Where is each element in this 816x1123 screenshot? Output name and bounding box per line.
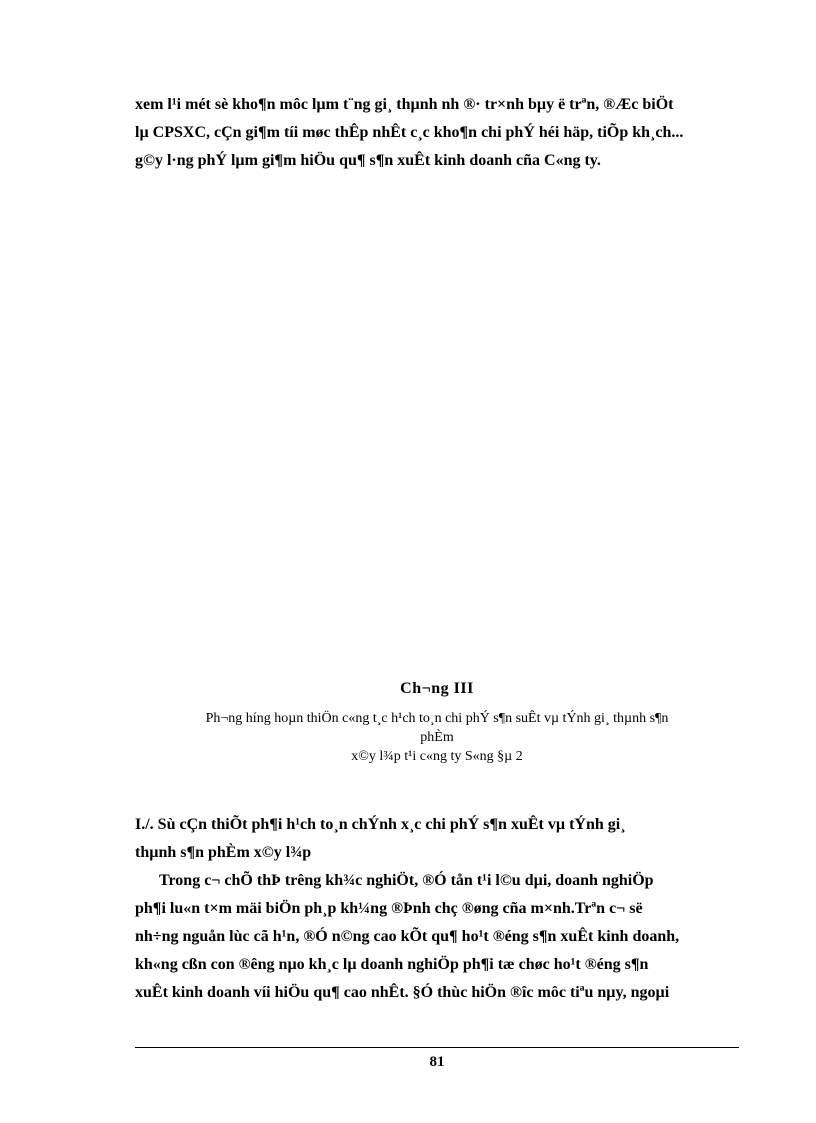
section-body-line: nh÷ng nguån lùc cã h¹n, ®Ó n©ng cao kÕt qu¶ ho¹t ®éng s¶n xuÊt kinh doanh, xyxy=(135,928,680,945)
chapter-subtitle-line: x©y l¾p t¹i c«ng ty S«ng §µ 2 xyxy=(351,749,523,764)
chapter-title: Ch¬ng III xyxy=(400,680,474,697)
chapter-subtitle xyxy=(135,709,739,766)
intro-line: g©y l·ng phÝ lµm gi¶m hiÖu qu¶ s¶n xuÊt kinh doanh cña C«ng ty. xyxy=(135,152,601,169)
intro-line: lµ CPSXC, cÇn gi¶m tíi møc thÊp nhÊt c¸c kho¶n chi phÝ héi häp, tiÕp kh¸ch... xyxy=(135,124,684,141)
intro-paragraph xyxy=(135,91,739,175)
page-number: 81 xyxy=(429,1054,445,1070)
section-one xyxy=(135,811,739,1007)
section-body-line: Trong c¬ chÕ thÞ trêng kh¾c nghiÖt, ®Ó tån t¹i l©u dµi, doanh nghiÖp xyxy=(159,872,654,889)
section-body-line: kh«ng cßn con ®êng nµo kh¸c lµ doanh nghiÖp ph¶i tæ chøc ho¹t ®éng s¶n xyxy=(135,956,649,973)
intro-line: xem l¹i mét sè kho¶n môc lµm t¨ng gi¸ thµnh nh ®· tr×nh bµy ë trªn, ®Æc biÖt xyxy=(135,96,674,113)
chapter-subtitle-line: phÈm xyxy=(420,730,454,745)
section-body-line: ph¶i lu«n t×m mäi biÖn ph¸p kh¼ng ®Þnh chç ®øng cña m×nh.Trªn c¬ së xyxy=(135,900,643,917)
section-body-line: xuÊt kinh doanh víi hiÖu qu¶ cao nhÊt. §Ó thùc hiÖn ®îc môc tiªu nµy, ngoµi xyxy=(135,984,670,1001)
section-heading-line: thµnh s¶n phÈm x©y l¾p xyxy=(135,844,312,861)
footer-divider xyxy=(135,1047,739,1048)
section-heading-line: I./. Sù cÇn thiÕt ph¶i h¹ch to¸n chÝnh x¸c chi phÝ s¶n xuÊt vµ tÝnh gi¸ xyxy=(135,816,626,833)
chapter-subtitle-line: Ph¬ng híng hoµn thiÖn c«ng t¸c h¹ch to¸n chi phÝ s¶n suÊt vµ tÝnh gi¸ thµnh s¶n xyxy=(205,711,669,726)
